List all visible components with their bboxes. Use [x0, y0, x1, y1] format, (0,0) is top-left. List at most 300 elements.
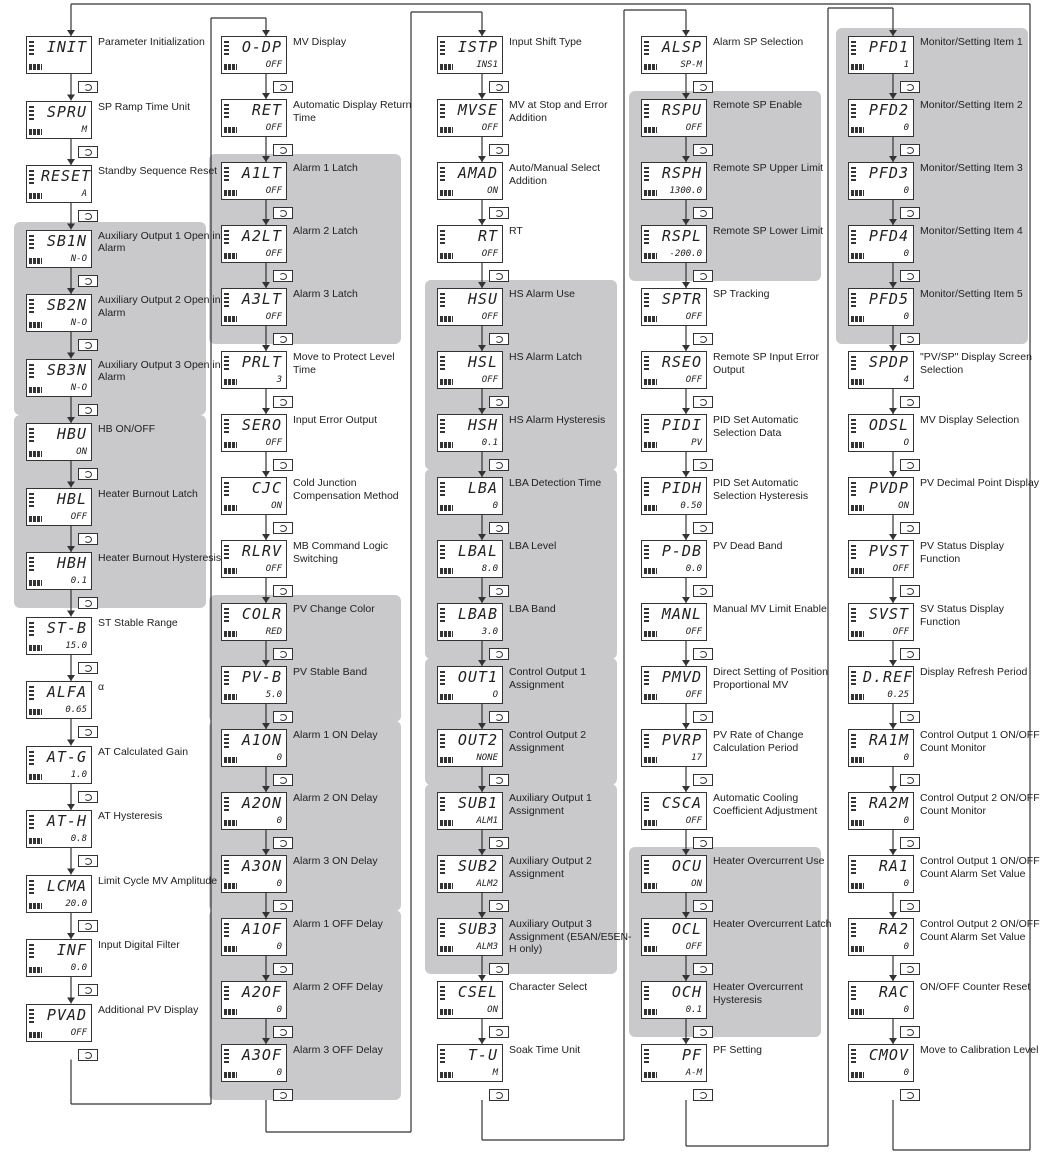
mode-key-icon[interactable] [273, 459, 293, 471]
parameter-code: SUB3 [457, 920, 498, 938]
mode-key-icon[interactable] [693, 1026, 713, 1038]
mode-key-icon[interactable] [273, 396, 293, 408]
lcd-display [848, 792, 914, 830]
indicator-bar-icon [440, 608, 445, 624]
parameter-item [437, 666, 637, 710]
mode-key-icon[interactable] [900, 837, 920, 849]
parameter-label: PV Stable Band [293, 666, 368, 678]
lcd-display [437, 162, 503, 200]
mode-key-icon[interactable] [900, 774, 920, 786]
parameter-code: PVST [868, 542, 909, 560]
indicator-bar-icon [440, 671, 445, 687]
lcd-display [221, 855, 287, 893]
parameter-label: Monitor/Setting Item 3 [920, 162, 1023, 174]
lcd-display [437, 288, 503, 326]
parameter-label: PF Setting [713, 1044, 763, 1056]
lcd-display [221, 603, 287, 641]
parameter-item [437, 603, 637, 647]
parameter-code: PV-B [241, 668, 282, 686]
mode-key-icon[interactable] [78, 726, 98, 738]
parameter-code: O-DP [241, 38, 282, 56]
parameter-item [221, 288, 421, 332]
mode-key-icon[interactable] [693, 522, 713, 534]
mode-key-icon[interactable] [489, 1026, 509, 1038]
parameter-item [641, 729, 841, 773]
parameter-label: SV Status Display Function [920, 603, 1005, 628]
parameter-code: A2LT [241, 227, 282, 245]
mode-key-icon[interactable] [78, 468, 98, 480]
lcd-display [641, 225, 707, 263]
mode-key-icon[interactable] [900, 459, 920, 471]
lcd-display [221, 414, 287, 452]
mode-key-icon[interactable] [273, 774, 293, 786]
indicator-bar-icon [224, 797, 229, 813]
indicator-bar-icon [851, 986, 856, 1002]
parameter-value: 0.1 [481, 438, 498, 448]
mode-key-icon[interactable] [900, 1026, 920, 1038]
parameter-code: D.REF [863, 668, 914, 686]
mode-key-icon[interactable] [900, 207, 920, 219]
mode-key-icon[interactable] [78, 275, 98, 287]
parameter-value: 0 [276, 1068, 282, 1078]
parameter-code: OCU [671, 857, 702, 875]
mode-key-icon[interactable] [78, 339, 98, 351]
lcd-display [641, 288, 707, 326]
parameter-value: O [903, 438, 909, 448]
status-block-icon [851, 127, 864, 133]
parameter-item [641, 981, 841, 1025]
lcd-display [437, 414, 503, 452]
mode-key-icon[interactable] [489, 207, 509, 219]
mode-key-icon[interactable] [273, 1089, 293, 1101]
parameter-code: PIDH [661, 479, 702, 497]
mode-key-icon[interactable] [693, 144, 713, 156]
parameter-item [848, 225, 1042, 269]
status-block-icon [224, 757, 237, 763]
lcd-display [437, 729, 503, 767]
status-block-icon [224, 883, 237, 889]
indicator-bar-icon [851, 356, 856, 372]
parameter-item [26, 36, 226, 80]
mode-key-icon[interactable] [693, 81, 713, 93]
mode-key-icon[interactable] [273, 900, 293, 912]
parameter-item [848, 792, 1042, 836]
parameter-label: Heater Overcurrent Use [713, 855, 825, 867]
parameter-label: Monitor/Setting Item 4 [920, 225, 1023, 237]
parameter-item [221, 729, 421, 773]
mode-key-icon[interactable] [900, 522, 920, 534]
parameter-value: OFF [685, 627, 702, 637]
parameter-value: OFF [265, 60, 282, 70]
parameter-value: 20.0 [65, 898, 87, 909]
lcd-display [848, 36, 914, 74]
mode-key-icon[interactable] [693, 270, 713, 282]
parameter-item [437, 477, 637, 521]
status-block-icon [440, 820, 453, 826]
mode-key-icon[interactable] [900, 711, 920, 723]
mode-key-icon[interactable] [693, 711, 713, 723]
mode-key-icon[interactable] [900, 333, 920, 345]
mode-key-icon[interactable] [900, 963, 920, 975]
indicator-bar-icon [224, 860, 229, 876]
parameter-value: N-O [70, 253, 87, 264]
parameter-code: INIT [46, 38, 87, 56]
status-block-icon [851, 505, 864, 511]
parameter-item [848, 162, 1042, 206]
mode-key-icon[interactable] [489, 270, 509, 282]
parameter-item [848, 540, 1042, 584]
parameter-item [221, 477, 421, 521]
lcd-display [437, 351, 503, 389]
parameter-item [641, 792, 841, 836]
parameter-code: T-U [467, 1046, 498, 1064]
mode-key-icon[interactable] [900, 1089, 920, 1101]
parameter-label: Heater Overcurrent Hysteresis [713, 981, 803, 1006]
indicator-bar-icon [851, 671, 856, 687]
status-block-icon [224, 442, 237, 448]
parameter-label: SP Tracking [713, 288, 770, 300]
parameter-value: 0 [903, 123, 909, 133]
parameter-value: M [492, 1068, 498, 1078]
parameter-value: 15.0 [65, 640, 87, 651]
mode-key-icon[interactable] [78, 210, 98, 222]
parameter-item [437, 1044, 637, 1088]
parameter-label: Auto/Manual Select Addition [509, 162, 601, 187]
mode-key-icon[interactable] [693, 207, 713, 219]
lcd-display [221, 477, 287, 515]
indicator-bar-icon [29, 428, 34, 444]
lcd-display [641, 99, 707, 137]
status-block-icon [224, 505, 237, 511]
parameter-label: LBA Level [509, 540, 557, 552]
indicator-bar-icon [224, 356, 229, 372]
status-block-icon [851, 64, 864, 70]
parameter-code: CSEL [457, 983, 498, 1001]
parameter-label: PID Set Automatic Selection Hysteresis [713, 477, 809, 502]
parameter-value: -200.0 [669, 249, 702, 259]
lcd-display [221, 918, 287, 956]
parameter-item [221, 918, 421, 962]
parameter-code: RSEO [661, 353, 702, 371]
parameter-value: INS1 [476, 60, 498, 70]
mode-key-icon[interactable] [273, 711, 293, 723]
parameter-value: OFF [265, 249, 282, 259]
indicator-bar-icon [440, 356, 445, 372]
parameter-value: 3 [276, 375, 282, 385]
indicator-bar-icon [644, 860, 649, 876]
parameter-value: OFF [685, 942, 702, 952]
mode-key-icon[interactable] [78, 984, 98, 996]
parameter-code: PFD3 [868, 164, 909, 182]
parameter-code: OCL [671, 920, 702, 938]
parameter-label: Heater Overcurrent Latch [713, 918, 832, 930]
indicator-bar-icon [440, 230, 445, 246]
parameter-code: SB3N [46, 360, 87, 379]
mode-key-icon[interactable] [78, 920, 98, 932]
status-block-icon [29, 903, 42, 909]
mode-key-icon[interactable] [900, 144, 920, 156]
mode-key-icon[interactable] [78, 791, 98, 803]
parameter-value: ON [271, 501, 282, 511]
status-block-icon [851, 1009, 864, 1015]
parameter-item [641, 603, 841, 647]
mode-key-icon[interactable] [78, 533, 98, 545]
status-block-icon [224, 127, 237, 133]
mode-key-icon[interactable] [489, 1089, 509, 1101]
parameter-label: HB ON/OFF [98, 423, 156, 435]
mode-key-icon[interactable] [273, 1026, 293, 1038]
mode-key-icon[interactable] [489, 81, 509, 93]
mode-key-icon[interactable] [693, 837, 713, 849]
parameter-item [437, 414, 637, 458]
mode-key-icon[interactable] [78, 404, 98, 416]
parameter-label: Move to Calibration Level [920, 1044, 1039, 1056]
parameter-item [641, 540, 841, 584]
mode-key-icon[interactable] [900, 396, 920, 408]
status-block-icon [440, 1072, 453, 1078]
indicator-bar-icon [224, 608, 229, 624]
mode-key-icon[interactable] [489, 900, 509, 912]
parameter-label: Display Refresh Period [920, 666, 1028, 678]
parameter-item [437, 351, 637, 395]
parameter-label: Control Output 1 Assignment [509, 666, 587, 691]
mode-key-icon[interactable] [693, 1089, 713, 1101]
indicator-bar-icon [224, 230, 229, 246]
parameter-value: OFF [481, 123, 498, 133]
parameter-code: PFD5 [868, 290, 909, 308]
parameter-code: SUB1 [457, 794, 498, 812]
lcd-display [848, 99, 914, 137]
mode-key-icon[interactable] [489, 144, 509, 156]
indicator-bar-icon [29, 41, 34, 57]
lcd-display [641, 351, 707, 389]
mode-key-icon[interactable] [78, 81, 98, 93]
mode-key-icon[interactable] [693, 585, 713, 597]
mode-key-icon[interactable] [273, 585, 293, 597]
lcd-display [26, 294, 92, 332]
mode-key-icon[interactable] [693, 963, 713, 975]
mode-key-icon[interactable] [489, 396, 509, 408]
status-block-icon [851, 379, 864, 385]
mode-key-icon[interactable] [693, 900, 713, 912]
parameter-code: PIDI [661, 416, 702, 434]
parameter-item [26, 488, 226, 532]
parameter-value: 0 [276, 879, 282, 889]
lcd-display [641, 414, 707, 452]
parameter-item [221, 1044, 421, 1088]
parameter-label: Alarm 2 Latch [293, 225, 358, 237]
mode-key-icon[interactable] [900, 585, 920, 597]
mode-key-icon[interactable] [693, 396, 713, 408]
lcd-display [437, 225, 503, 263]
parameter-label: Alarm 3 Latch [293, 288, 358, 300]
parameter-value: N-O [70, 382, 87, 393]
mode-key-icon[interactable] [489, 648, 509, 660]
mode-key-icon[interactable] [489, 837, 509, 849]
parameter-item [848, 477, 1042, 521]
lcd-display [437, 603, 503, 641]
indicator-bar-icon [440, 986, 445, 1002]
indicator-bar-icon [224, 986, 229, 1002]
mode-key-icon[interactable] [273, 270, 293, 282]
mode-key-icon[interactable] [78, 855, 98, 867]
lcd-display [848, 414, 914, 452]
status-block-icon [440, 64, 453, 70]
mode-key-icon[interactable] [273, 648, 293, 660]
status-block-icon [644, 694, 657, 700]
parameter-value: 0.50 [680, 501, 702, 511]
status-block-icon [851, 1072, 864, 1078]
parameter-value: OFF [481, 312, 498, 322]
mode-key-icon[interactable] [273, 144, 293, 156]
parameter-value: 1300.0 [669, 186, 702, 196]
status-block-icon [440, 631, 453, 637]
status-block-icon [29, 967, 42, 973]
mode-key-icon[interactable] [489, 522, 509, 534]
parameter-label: HS Alarm Hysteresis [509, 414, 606, 426]
mode-key-icon[interactable] [273, 837, 293, 849]
status-block-icon [644, 64, 657, 70]
status-block-icon [29, 129, 42, 135]
status-block-icon [851, 631, 864, 637]
mode-key-icon[interactable] [78, 1049, 98, 1061]
parameter-item [221, 99, 421, 143]
indicator-bar-icon [29, 493, 34, 509]
parameter-value: ALM2 [476, 879, 498, 889]
status-block-icon [851, 190, 864, 196]
status-block-icon [224, 946, 237, 952]
parameter-code: LCMA [46, 876, 87, 895]
mode-key-icon[interactable] [900, 900, 920, 912]
mode-key-icon[interactable] [78, 597, 98, 609]
parameter-value: ON [76, 447, 87, 457]
lcd-display [848, 1044, 914, 1082]
mode-key-icon[interactable] [78, 662, 98, 674]
parameter-item [26, 101, 226, 145]
mode-key-icon[interactable] [900, 648, 920, 660]
mode-key-icon[interactable] [693, 774, 713, 786]
lcd-display [26, 552, 92, 590]
status-block-icon [29, 451, 42, 457]
indicator-bar-icon [224, 923, 229, 939]
indicator-bar-icon [851, 41, 856, 57]
parameter-value: O [492, 690, 498, 700]
parameter-label: Remote SP Upper Limit [713, 162, 824, 174]
status-block-icon [851, 883, 864, 889]
mode-key-icon[interactable] [273, 207, 293, 219]
lcd-display [221, 351, 287, 389]
status-block-icon [851, 757, 864, 763]
lcd-display [848, 729, 914, 767]
lcd-display [221, 540, 287, 578]
lcd-display [221, 792, 287, 830]
mode-key-icon[interactable] [489, 333, 509, 345]
mode-key-icon[interactable] [900, 270, 920, 282]
mode-key-icon[interactable] [693, 648, 713, 660]
parameter-label: PV Change Color [293, 603, 375, 615]
lcd-display [848, 288, 914, 326]
mode-key-icon[interactable] [489, 711, 509, 723]
parameter-code: HSU [467, 290, 498, 308]
mode-key-icon[interactable] [273, 522, 293, 534]
parameter-code: A3LT [241, 290, 282, 308]
mode-key-icon[interactable] [273, 963, 293, 975]
status-block-icon [29, 516, 42, 522]
parameter-label: Auxiliary Output 2 Open in Alarm [98, 294, 221, 319]
mode-key-icon[interactable] [489, 774, 509, 786]
indicator-bar-icon [224, 167, 229, 183]
status-block-icon [440, 253, 453, 259]
mode-key-icon[interactable] [900, 81, 920, 93]
parameter-label: Manual MV Limit Enable [713, 603, 827, 615]
parameter-item [641, 351, 841, 395]
parameter-label: MV Display Selection [920, 414, 1020, 426]
parameter-item [26, 617, 226, 661]
lcd-display [641, 729, 707, 767]
parameter-item [221, 36, 421, 80]
status-block-icon [224, 694, 237, 700]
indicator-bar-icon [644, 608, 649, 624]
parameter-value: 0 [903, 879, 909, 889]
parameter-item [26, 294, 226, 338]
parameter-label: Auxiliary Output 3 Assignment (E5AN/E5EN-H only) [509, 918, 632, 955]
indicator-bar-icon [440, 41, 445, 57]
mode-key-icon[interactable] [693, 333, 713, 345]
status-block-icon [440, 757, 453, 763]
parameter-value: 0 [903, 942, 909, 952]
lcd-display [641, 918, 707, 956]
mode-key-icon[interactable] [693, 459, 713, 471]
parameter-item [26, 423, 226, 467]
mode-key-icon[interactable] [78, 146, 98, 158]
mode-key-icon[interactable] [489, 459, 509, 471]
parameter-label: Monitor/Setting Item 5 [920, 288, 1023, 300]
parameter-value: 1 [903, 60, 909, 70]
status-block-icon [644, 568, 657, 574]
status-block-icon [224, 1072, 237, 1078]
mode-key-icon[interactable] [273, 333, 293, 345]
indicator-bar-icon [644, 545, 649, 561]
parameter-label: Remote SP Enable [713, 99, 803, 111]
status-block-icon [644, 757, 657, 763]
lcd-display [26, 165, 92, 203]
status-block-icon [440, 1009, 453, 1015]
parameter-label: Direct Setting of Position Proportional MV [713, 666, 828, 691]
parameter-item [848, 666, 1042, 710]
mode-key-icon[interactable] [273, 81, 293, 93]
mode-key-icon[interactable] [489, 585, 509, 597]
parameter-code: PVAD [46, 1005, 87, 1024]
status-block-icon [440, 694, 453, 700]
indicator-bar-icon [224, 104, 229, 120]
indicator-bar-icon [644, 104, 649, 120]
parameter-code: LBAL [457, 542, 498, 560]
parameter-label: Move to Protect Level Time [293, 351, 395, 376]
parameter-code: P-DB [661, 542, 702, 560]
parameter-value: OFF [265, 438, 282, 448]
mode-key-icon[interactable] [489, 963, 509, 975]
lcd-display [221, 666, 287, 704]
parameter-value: 0 [492, 501, 498, 511]
parameter-item [848, 36, 1042, 80]
parameter-item [221, 225, 421, 269]
parameter-code: SPRU [46, 102, 87, 121]
parameter-value: OFF [265, 312, 282, 322]
indicator-bar-icon [29, 751, 34, 767]
parameter-label: Alarm 3 ON Delay [293, 855, 378, 867]
parameter-label: Auxiliary Output 1 Assignment [509, 792, 592, 817]
parameter-item [26, 552, 226, 596]
